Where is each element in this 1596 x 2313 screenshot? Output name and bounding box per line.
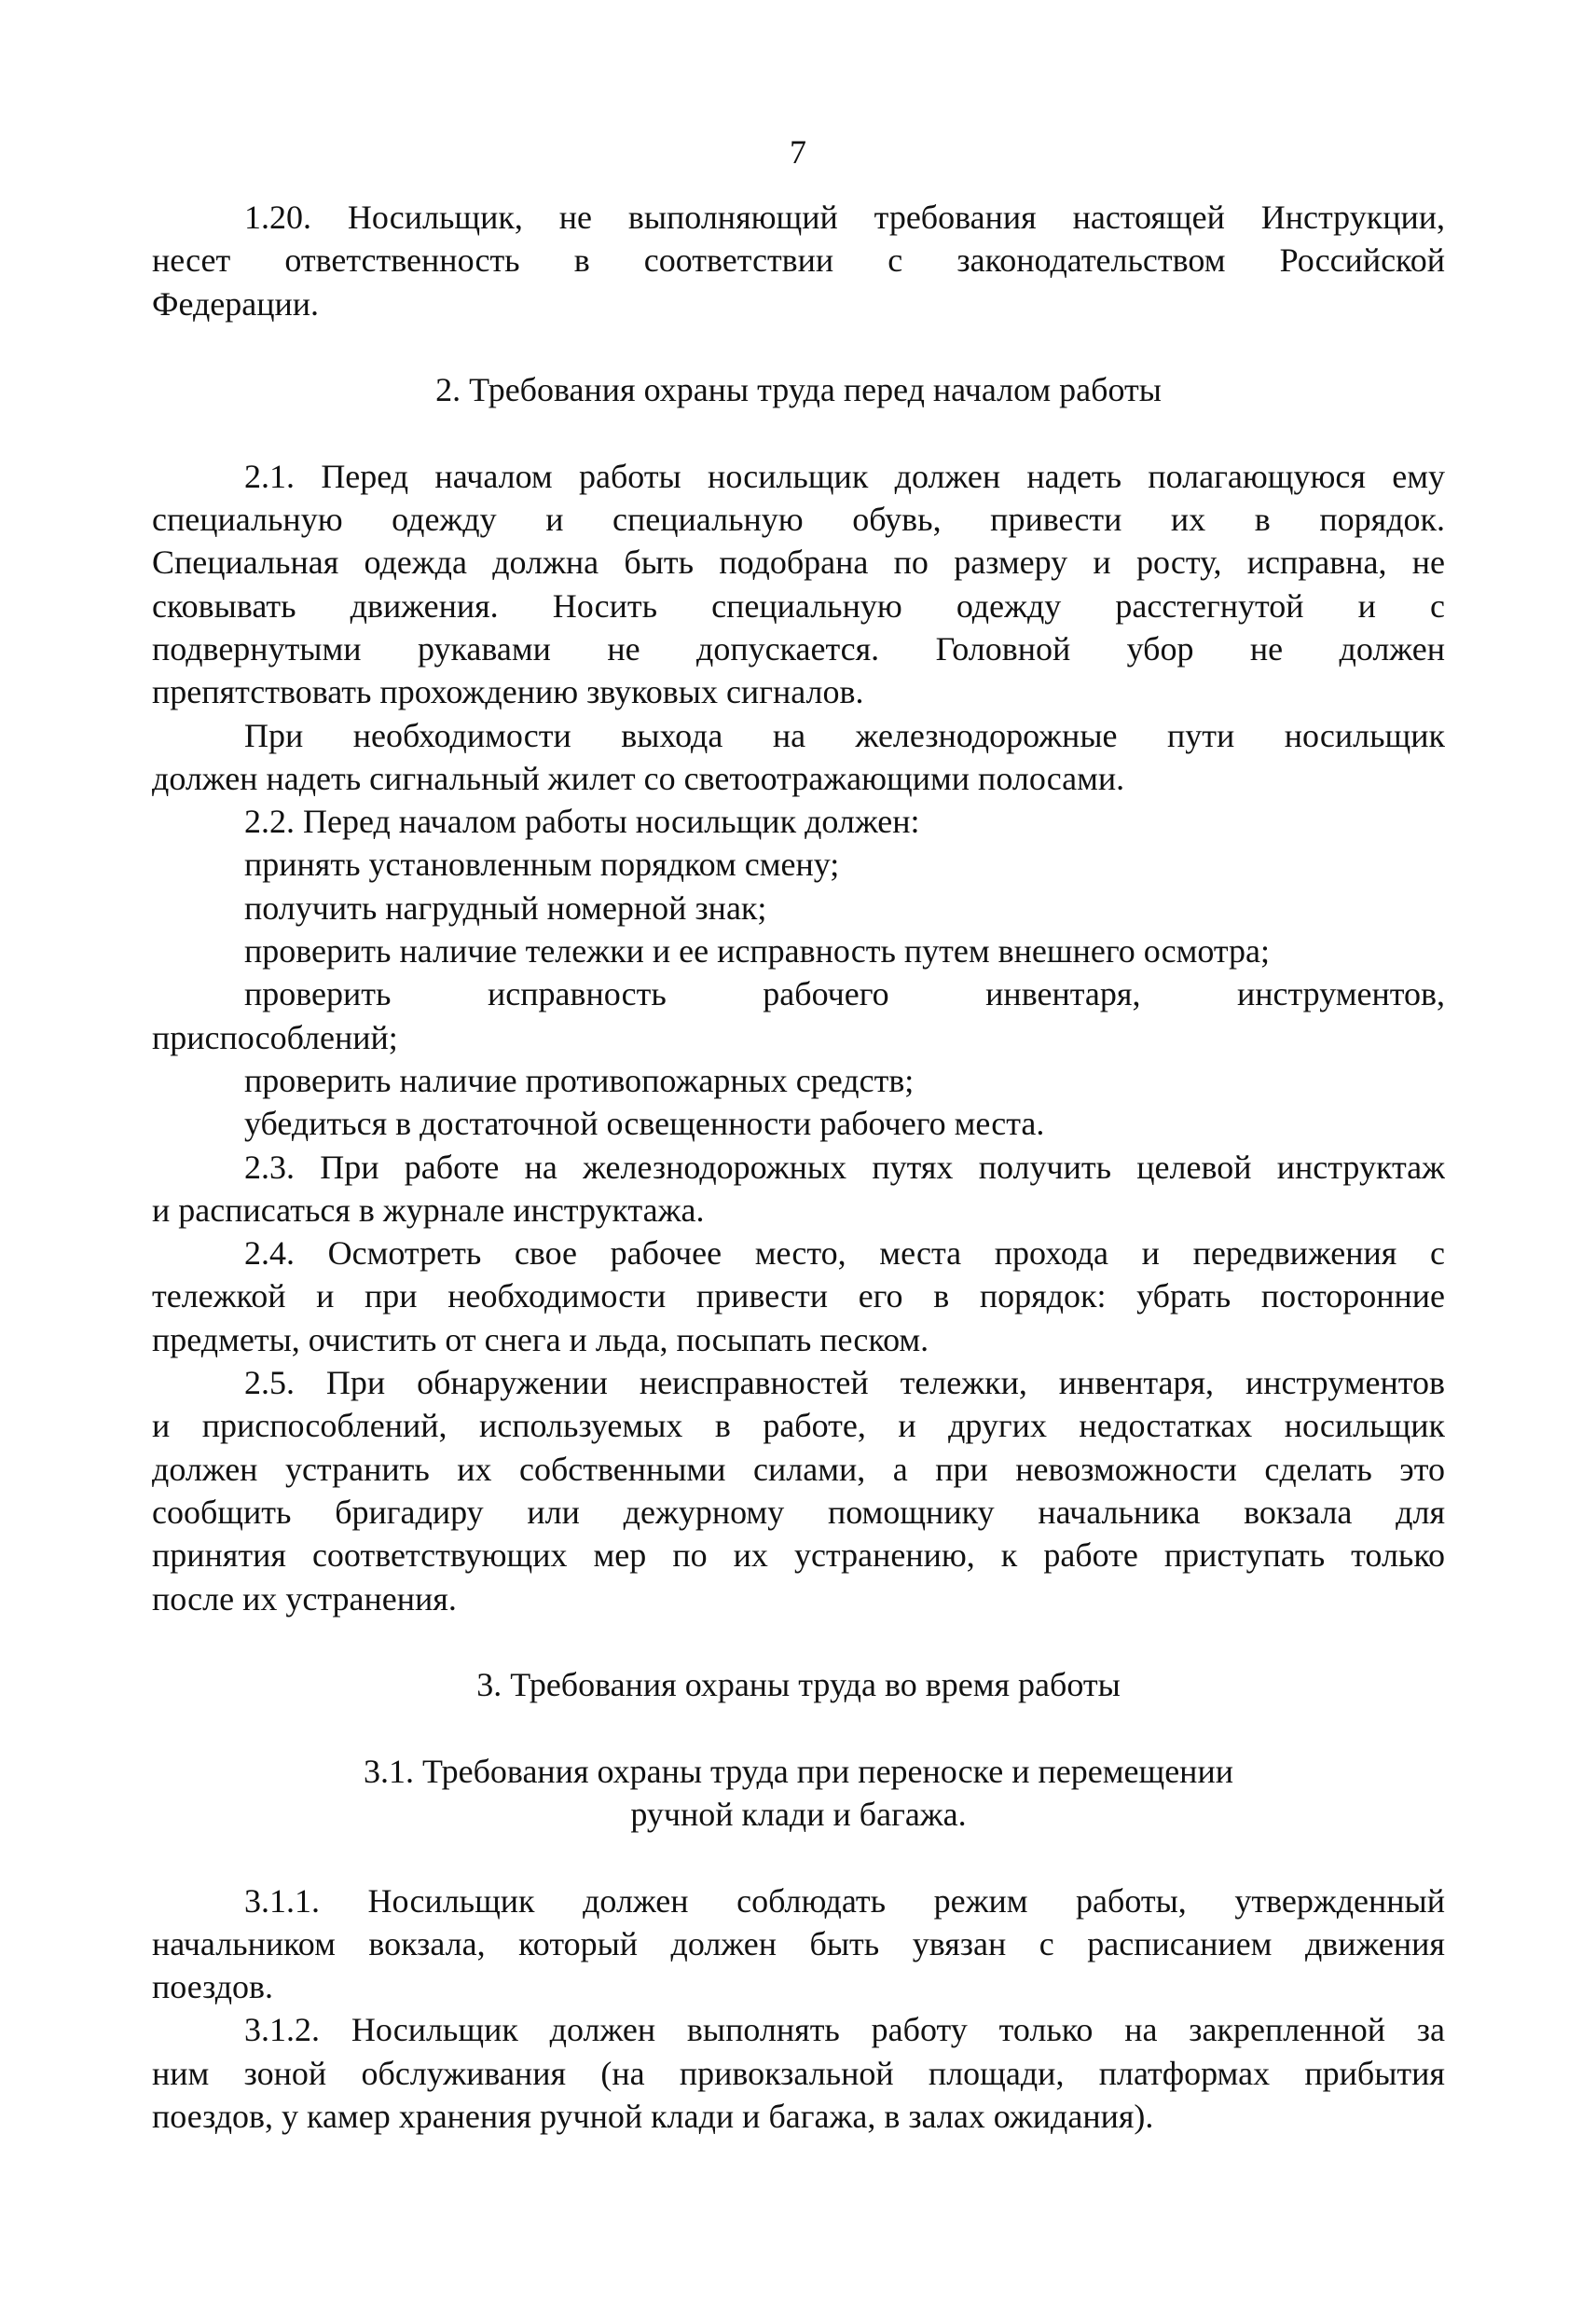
text-line: начальником вокзала, который должен быть увязан с расписанием движения [152, 1924, 1445, 1962]
text-line: сковывать движения. Носить специальную одежду расстегнутой и с [152, 586, 1445, 625]
text-line: Специальная одежда должна быть подобрана по размеру и росту, исправна, не [152, 544, 1445, 582]
paragraph [152, 1102, 1445, 1145]
paragraph [152, 800, 1445, 843]
text-line: поездов. [152, 1968, 274, 2006]
text-line: убедиться в достаточной освещенности рабочего места. [244, 1105, 1045, 1143]
text-line: подвернутыми рукавами не допускается. Головной убор не должен [152, 629, 1445, 668]
blank-line [152, 411, 1445, 454]
paragraph [152, 972, 1445, 1059]
text-line: проверить исправность рабочего инвентаря, инструментов, [244, 975, 1445, 1013]
text-line: 3. Требования охраны труда во время работы [476, 1666, 1121, 1704]
page-number: 7 [790, 133, 806, 171]
section-heading [152, 368, 1445, 411]
text-line: 1.20. Носильщик, не выполняющий требования настоящей Инструкции, [244, 199, 1445, 236]
text-line: несет ответственность в соответствии с законодательством Российской [152, 241, 1445, 280]
paragraph [152, 887, 1445, 929]
text-line: принять установленным порядком смену; [244, 846, 840, 884]
blank-line [152, 1620, 1445, 1663]
text-line: и приспособлений, используемых в работе, и других недостатках носильщик [152, 1407, 1445, 1445]
text-line: Федерации. [152, 284, 320, 323]
paragraph [152, 1361, 1445, 1620]
text-line: сообщить бригадиру или дежурному помощнику начальника вокзала для [152, 1493, 1445, 1531]
blank-line [152, 1836, 1445, 1879]
paragraph [152, 1059, 1445, 1102]
text-line: специальную одежду и специальную обувь, привести их в порядок. [152, 501, 1445, 539]
text-line: 2.4. Осмотреть свое рабочее место, места прохода и передвижения с [244, 1234, 1445, 1273]
document-body [152, 196, 1445, 2138]
text-line: препятствовать прохождению звуковых сигналов. [152, 673, 864, 711]
text-line: 2.2. Перед началом работы носильщик должен: [244, 803, 920, 841]
paragraph [152, 1879, 1445, 2009]
text-line: 3.1.2. Носильщик должен выполнять работу только на закрепленной за [244, 2011, 1445, 2049]
text-line: и расписаться в журнале инструктажа. [152, 1191, 705, 1229]
text-line: после их устранения. [152, 1579, 457, 1618]
text-line: должен надеть сигнальный жилет со светоотражающими полосами. [152, 759, 1125, 797]
paragraph [152, 1232, 1445, 1361]
paragraph [152, 714, 1445, 801]
text-line: ним зоной обслуживания (на привокзальной площади, платформах прибытия [152, 2054, 1445, 2092]
paragraph [152, 843, 1445, 886]
text-line: принятия соответствующих мер по их устранению, к работе приступать только [152, 1536, 1445, 1575]
text-line: поездов, у камер хранения ручной клади и багажа, в залах ожидания). [152, 2098, 1154, 2136]
text-line: должен устранить их собственными силами, а при невозможности сделать это [152, 1450, 1445, 1488]
blank-line [152, 1706, 1445, 1749]
paragraph [152, 2008, 1445, 2138]
text-line: тележкой и при необходимости привести его в порядок: убрать посторонние [152, 1277, 1445, 1315]
text-line: получить нагрудный номерной знак; [244, 888, 767, 927]
paragraph [152, 196, 1445, 325]
text-line: проверить наличие противопожарных средств; [244, 1061, 915, 1099]
section-heading [152, 1663, 1445, 1706]
text-line: 2. Требования охраны труда перед началом работы [435, 371, 1162, 409]
paragraph [152, 1146, 1445, 1232]
section-heading [152, 1750, 1445, 1837]
text-line: 3.1. Требования охраны труда при переноске и перемещении [364, 1752, 1233, 1790]
paragraph [152, 455, 1445, 714]
text-line: 2.1. Перед началом работы носильщик должен надеть полагающуюся ему [244, 457, 1445, 495]
text-line: 2.5. При обнаружении неисправностей тележки, инвентаря, инструментов [244, 1364, 1445, 1402]
blank-line [152, 325, 1445, 368]
text-line: При необходимости выхода на железнодорожные пути носильщик [244, 716, 1445, 754]
text-line: проверить наличие тележки и ее исправность путем внешнего осмотра; [244, 932, 1271, 971]
text-line: 3.1.1. Носильщик должен соблюдать режим работы, утвержденный [244, 1881, 1445, 1920]
text-line: предметы, очистить от снега и льда, посыпать песком. [152, 1320, 929, 1358]
text-line: 2.3. При работе на железнодорожных путях получить целевой инструктаж [244, 1148, 1445, 1186]
paragraph [152, 929, 1445, 972]
text-line: ручной клади и багажа. [630, 1795, 967, 1833]
text-line: приспособлений; [152, 1018, 398, 1056]
